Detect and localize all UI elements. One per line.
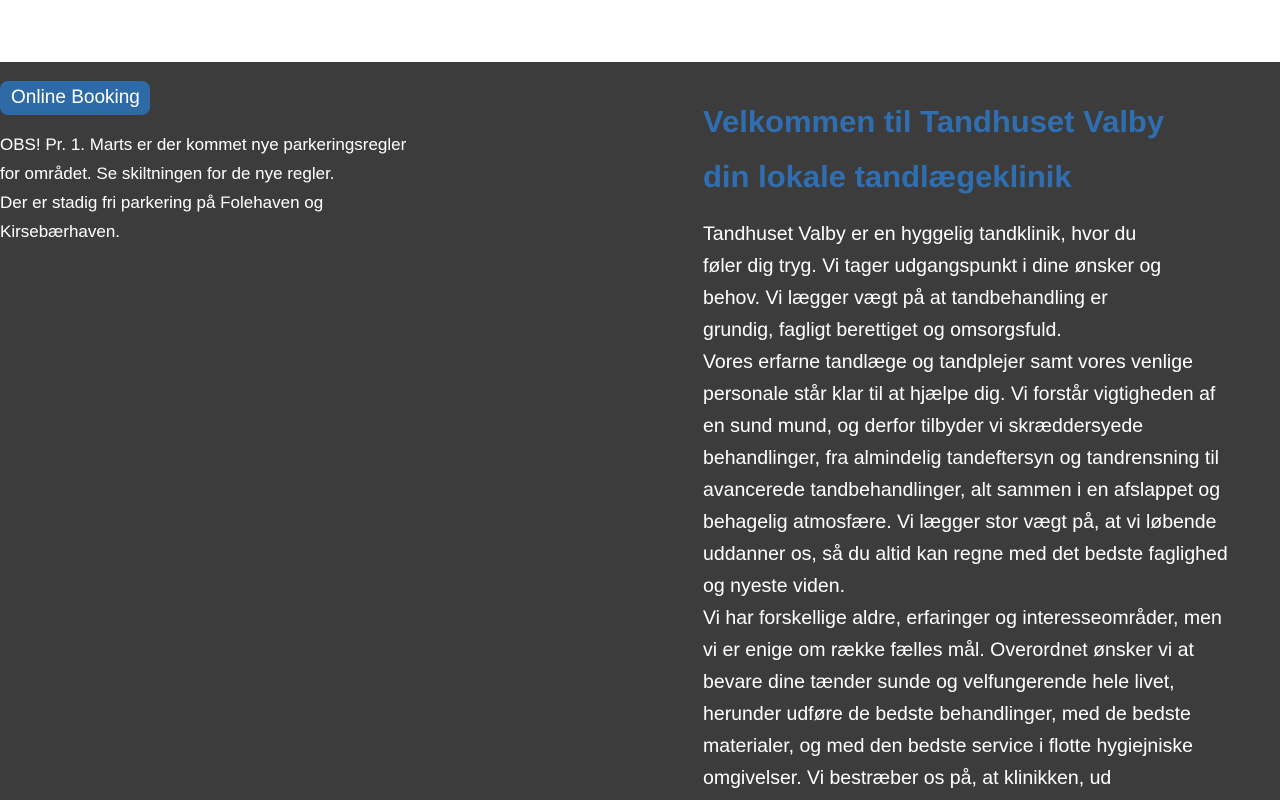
welcome-text [703, 218, 1233, 794]
left-column [0, 81, 440, 246]
parking-notice-rules: OBS! Pr. 1. Marts er der kommet nye parkeringsregler for området. Se skiltningen for de nye regler. [0, 135, 407, 183]
parking-notice [0, 130, 430, 246]
welcome-paragraph: Vi har forskellige aldre, erfaringer og interesseområder, men vi er enige om række fælles mål. Overordnet ønsker vi at bevare dine tænder sunde og velfungerende hele livet, herunder udføre de bedste behandlinger, med de bedste materialer, og med den bedste service i flotte hygiejniske omgivelser. Vi bestræber os på, at klinikken, ud [703, 607, 1222, 789]
page-title-line2: din lokale tandlægeklinik [703, 159, 1072, 194]
main-content [0, 62, 1280, 800]
online-booking-button[interactable]: Online Booking [0, 81, 150, 115]
page-title-line1: Velkommen til Tandhuset Valby [703, 104, 1165, 139]
top-header-bar [0, 0, 1280, 62]
welcome-paragraph: Vores erfarne tandlæge og tandplejer samt vores venlige personale står klar til at hjælpe dig. Vi forstår vigtigheden af en sund mund, og derfor tilbyder vi skræddersyede behandlinger, fra almindelig tandeftersyn og tandrensning til avancerede tandbehandlinger, alt sammen i en afslappet og behagelig atmosfære. Vi lægger stor vægt på, at vi løbende uddanner os, så du altid kan regne med det bedste faglighed og nyeste viden. [703, 351, 1228, 597]
page-title [703, 94, 1233, 204]
welcome-paragraph: Tandhuset Valby er en hyggelig tandklinik, hvor du føler dig tryg. Vi tager udgangspunkt i dine ønsker og behov. Vi lægger vægt på at tandbehandling er grundig, fagligt berettiget og omsorgsfuld. [703, 223, 1162, 341]
parking-notice-free-parking: Der er stadig fri parkering på Folehaven og Kirsebærhaven. [0, 193, 324, 241]
right-column [703, 94, 1233, 794]
